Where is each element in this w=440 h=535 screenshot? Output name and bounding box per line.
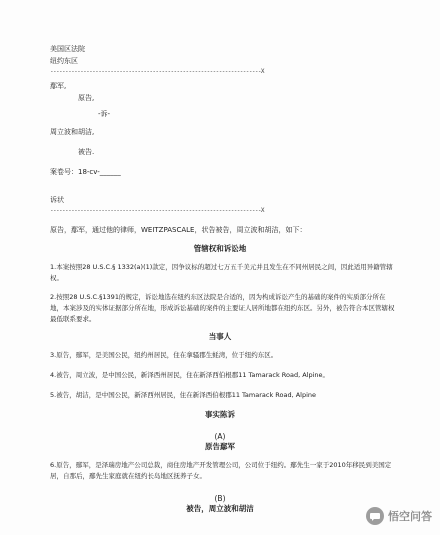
- defendants-role: 被告.: [78, 148, 95, 156]
- paragraph-4: 4.被告，周立波，是中国公民，新泽西州居民，住在新泽西伯根郡11 Tamarack Road, Alpine。: [50, 371, 330, 379]
- paragraph-3: 3.原告，鄢军，是美国公民，纽约州居民，住在拿骚郡生蚝湾，位于纽约东区。: [50, 351, 278, 359]
- caption-rule-top: ----------------------------------------------------------------------X: [50, 68, 264, 75]
- plaintiff-name: 鄢军,: [50, 82, 67, 90]
- paragraph-5: 5.被告，胡洁，是中国公民，新泽西州居民，住在新泽西伯根郡11 Tamarack Road, Alpine: [50, 391, 317, 399]
- facts-heading: 事实陈诉: [205, 410, 235, 419]
- intro-paragraph: 原告，鄢军，通过他的律师，WEITZPASCALE，状告被告，周立波和胡洁，如下：: [50, 226, 307, 234]
- watermark: [366, 507, 432, 525]
- case-number: 案卷号：18-cv-______: [50, 168, 121, 176]
- caption-rule-bottom: ----------------------------------------------------------------------X: [50, 207, 264, 214]
- subsection-a-marker: (A): [214, 432, 226, 441]
- jurisdiction-heading: 管辖权和诉讼地: [193, 244, 247, 253]
- subsection-a-title: 原告鄢军: [205, 442, 235, 451]
- subsection-b-marker: (B): [214, 494, 226, 503]
- parties-heading: 当事人: [208, 332, 232, 341]
- defendants-names: 周立波和胡洁,: [50, 128, 95, 136]
- paragraph-1: 1.本案按照28 U.S.C.§ 1332(a)(1)款定，因争议标的超过七万五千美元并且发生在不同州居民之间，因此适用异籍管辖权。: [50, 263, 393, 282]
- document-type: 诉状: [50, 196, 64, 204]
- paragraph-6: 6.原告，鄢军，是泽瑞房地产公司总裁，商住房地产开发管理公司，公司位于纽约。鄢先生一家于2010年移民到美国定居，自那后，鄢先生家庭就在纽约长岛地区抚养子女。: [50, 461, 392, 480]
- watermark-text: 悟空问答: [388, 510, 432, 523]
- court-district: 纽约东区: [50, 57, 78, 65]
- chat-bubble-icon: [366, 507, 384, 525]
- versus-label: -诉-: [98, 110, 111, 118]
- paragraph-2: 2.按照28 U.S.C.§1391的规定，诉讼地选在纽约东区法院是合适的，因为构成诉讼产生的基础的案件的实质部分所在地，本案涉及的实体证据部分所在地，形成诉讼基础的案件的主要证人居所地都在纽约东区。另外，被告符合本区管辖权最低联系要求。: [50, 293, 395, 323]
- court-name: 美国区法院: [50, 45, 85, 53]
- subsection-b-title: 被告，周立波和胡洁: [186, 504, 254, 513]
- plaintiff-role: 原告,: [78, 94, 95, 102]
